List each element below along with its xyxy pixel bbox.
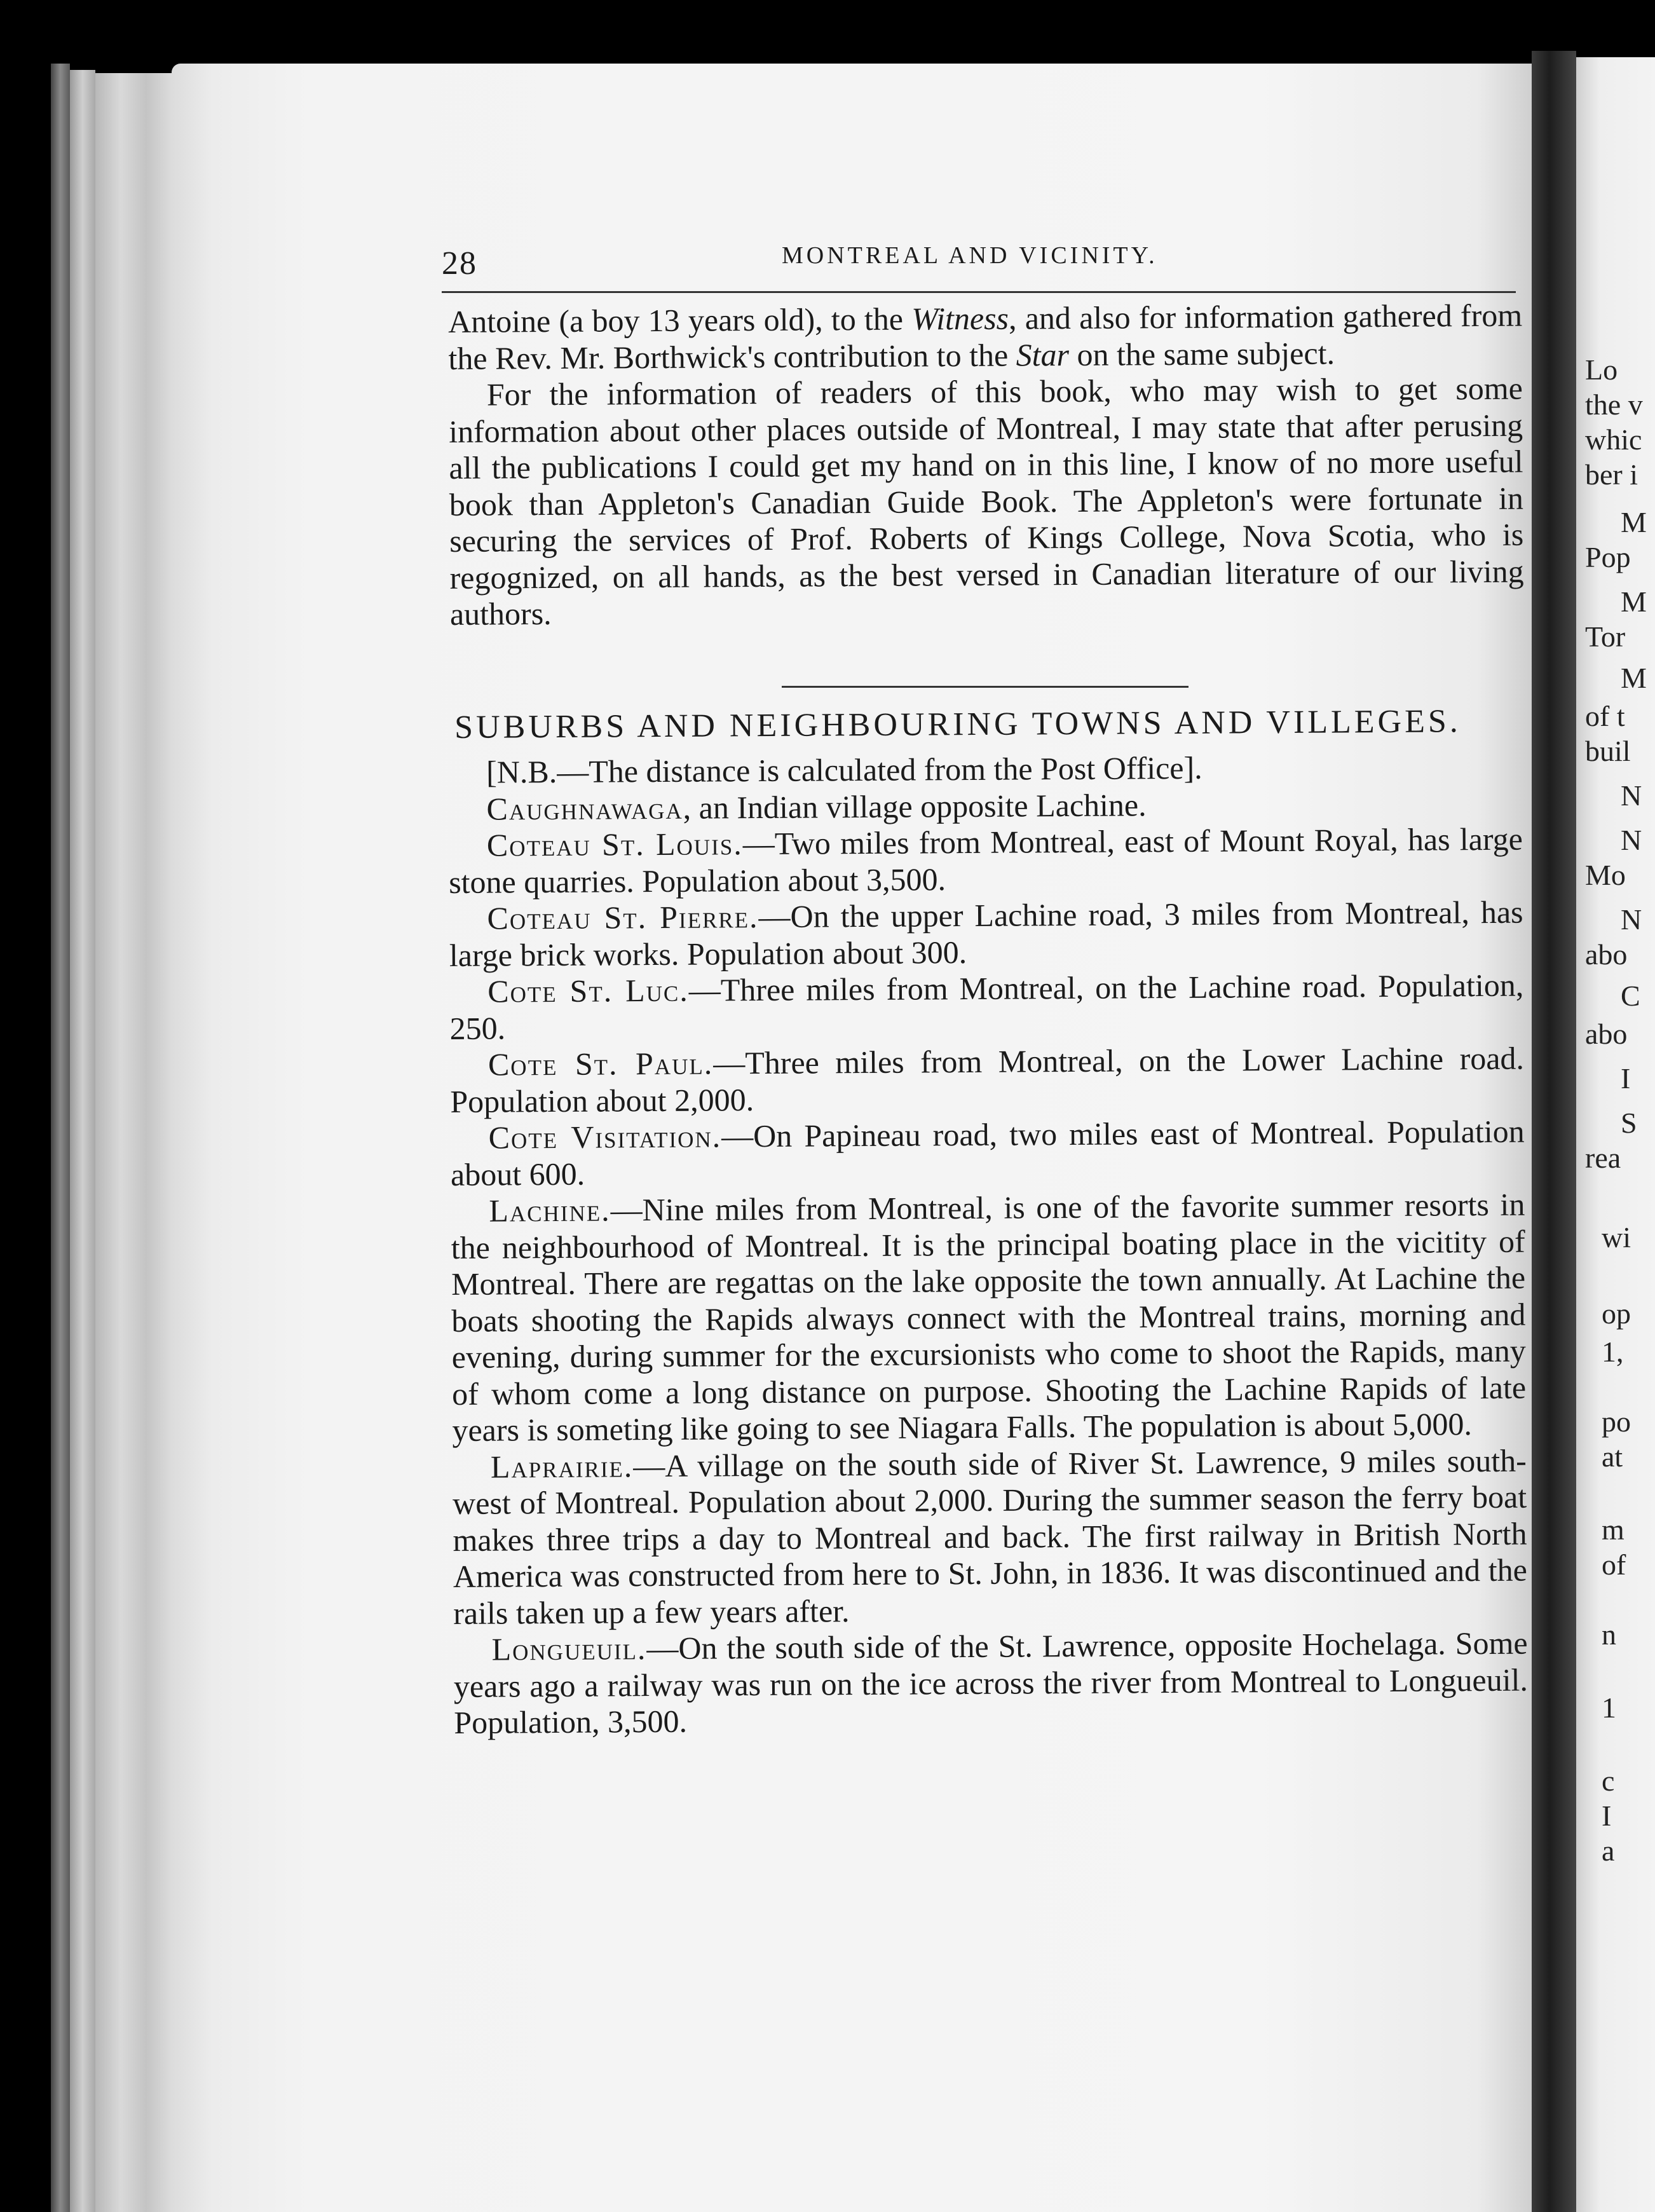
facing-line: Mo <box>1585 859 1626 891</box>
facing-line: abo <box>1585 938 1628 971</box>
entry-name: Cote St. Paul. <box>487 1045 714 1082</box>
facing-line: S <box>1621 1107 1637 1139</box>
facing-line: m <box>1602 1513 1624 1546</box>
entry-name: Lachine. <box>489 1192 611 1229</box>
running-title: MONTREAL AND VICINITY. <box>782 242 1158 269</box>
facing-line: po <box>1602 1405 1631 1438</box>
facing-line: M <box>1621 585 1647 618</box>
witness-title: Witness <box>911 300 1009 337</box>
facing-line: M <box>1621 506 1647 538</box>
entry-cote-st-luc: Cote St. Luc.—Three miles from Montreal, on the Lachine road. Population, 250. <box>449 967 1524 1046</box>
entry-cote-st-paul: Cote St. Paul.—Three miles from Montreal, on the Lower Lachine road. Population about 2,000. <box>450 1040 1525 1119</box>
facing-line: I <box>1602 1799 1612 1832</box>
facing-line: Lo <box>1585 353 1618 386</box>
entry-longueuil: Longueuil.—On the south side of the St. Lawrence, opposite Hochelaga. Some years ago a railway was run on the ice across the river from Montreal to Longueuil. Population, 3,500. <box>453 1625 1529 1740</box>
entry-name: Cote St. Luc. <box>487 972 689 1009</box>
facing-line: whic <box>1585 423 1642 456</box>
page-number: 28 <box>442 245 477 282</box>
book-page-stack <box>95 73 172 2212</box>
intro-paragraph-2: For the information of readers of this book, who may wish to get some information about other places outside of Montreal, I may state that after perusing all the publications I could get my hand on in this line, I know of no more useful book than Appleton's Canadian Guide Book. The Appleton's were fortunate in securing the services of Prof. Roberts of Kings College, Nova Scotia, who is regognized, on all hands, as the best versed in Canadian literature of our living authors. <box>449 370 1524 632</box>
suburbs-list <box>448 748 1528 1742</box>
facing-line: Pop <box>1585 541 1631 573</box>
entry-name: Laprairie. <box>490 1447 634 1485</box>
facing-line: N <box>1621 779 1642 812</box>
entry-lachine: Lachine.—Nine miles from Montreal, is one of the favorite summer resorts in the neighbourhood of Montreal. It is the principal boating place in the vicitity of Montreal. There are regattas on the lake opposite the town annually. At Lachine the boats shooting the Rapids always connect with the Montreal trains, morning and evening, during summer for the excursionists who come to shoot the Rapids, many of whom come a long distance on purpose. Shooting the Lachine Rapids of late years is someting like going to see Niagara Falls. The population is about 5,000. <box>451 1186 1527 1448</box>
facing-line: of t <box>1585 700 1625 732</box>
facing-line: N <box>1621 903 1642 936</box>
book-edge-dark <box>51 64 70 2212</box>
facing-line: op <box>1602 1297 1631 1330</box>
facing-line: 1, <box>1602 1335 1624 1368</box>
facing-line: n <box>1602 1618 1616 1651</box>
distance-note: [N.B.—The distance is calculated from the Post Office]. <box>486 749 1202 790</box>
section-heading: SUBURBS AND NEIGHBOURING TOWNS AND VILLEGES. <box>454 703 1461 746</box>
star-title: Star <box>1016 336 1070 373</box>
facing-line: M <box>1621 662 1647 694</box>
entry-laprairie: Laprairie.—A village on the south side of River St. Lawrence, 9 miles south-west of Montreal. Population about 2,000. During the summer season the ferry boat makes three trips a day to Montreal and back. The first railway in British North America was constructed from here to St. John, in 1836. It was discontinued and the rails taken up a few years after. <box>453 1442 1528 1631</box>
entry-name: Cote Visitation. <box>488 1118 722 1156</box>
book-spine <box>1532 51 1576 2212</box>
facing-line: a <box>1602 1834 1615 1867</box>
entry-cote-visitation: Cote Visitation.—On Papineau road, two miles east of Montreal. Population about 600. <box>450 1113 1525 1192</box>
entry-name: Coteau St. Pierre. <box>487 899 759 936</box>
facing-line: wi <box>1602 1221 1631 1253</box>
facing-line: I <box>1621 1062 1631 1095</box>
book-edge-mid <box>70 70 95 2212</box>
entry-caughnawaga: Caughnawaga, an Indian village opposite Lachine. <box>486 786 1147 827</box>
facing-line: C <box>1621 980 1640 1012</box>
header-rule <box>442 291 1516 293</box>
facing-page <box>1576 57 1655 2212</box>
entry-name: Longueuil. <box>491 1630 647 1667</box>
entry-name: Coteau St. Louis. <box>486 826 743 863</box>
entry-name: Caughnawaga <box>486 789 683 827</box>
facing-line: buil <box>1585 735 1631 767</box>
facing-line: abo <box>1585 1018 1628 1050</box>
intro-paragraph-1: Antoine (a boy 13 years old), to the Witness, and also for information gathered from the Rev. Mr. Borthwick's contribution to the Star on the same subject. <box>448 297 1523 376</box>
facing-line: N <box>1621 824 1642 856</box>
facing-line: c <box>1602 1765 1615 1797</box>
facing-line: the v <box>1585 388 1643 421</box>
entry-coteau-st-louis: Coteau St. Louis.—Two miles from Montreal, east of Mount Royal, has large stone quarries. Population about 3,500. <box>449 821 1523 900</box>
facing-line: Tor <box>1585 620 1626 653</box>
facing-line: at <box>1602 1440 1623 1473</box>
facing-line: ber i <box>1585 458 1638 491</box>
section-divider <box>782 686 1188 688</box>
intro-text <box>448 297 1524 633</box>
entry-coteau-st-pierre: Coteau St. Pierre.—On the upper Lachine road, 3 miles from Montreal, has large brick works. Population about 300. <box>449 894 1523 973</box>
facing-line: 1 <box>1602 1691 1616 1724</box>
facing-line: of <box>1602 1548 1626 1581</box>
facing-line: rea <box>1585 1142 1621 1174</box>
